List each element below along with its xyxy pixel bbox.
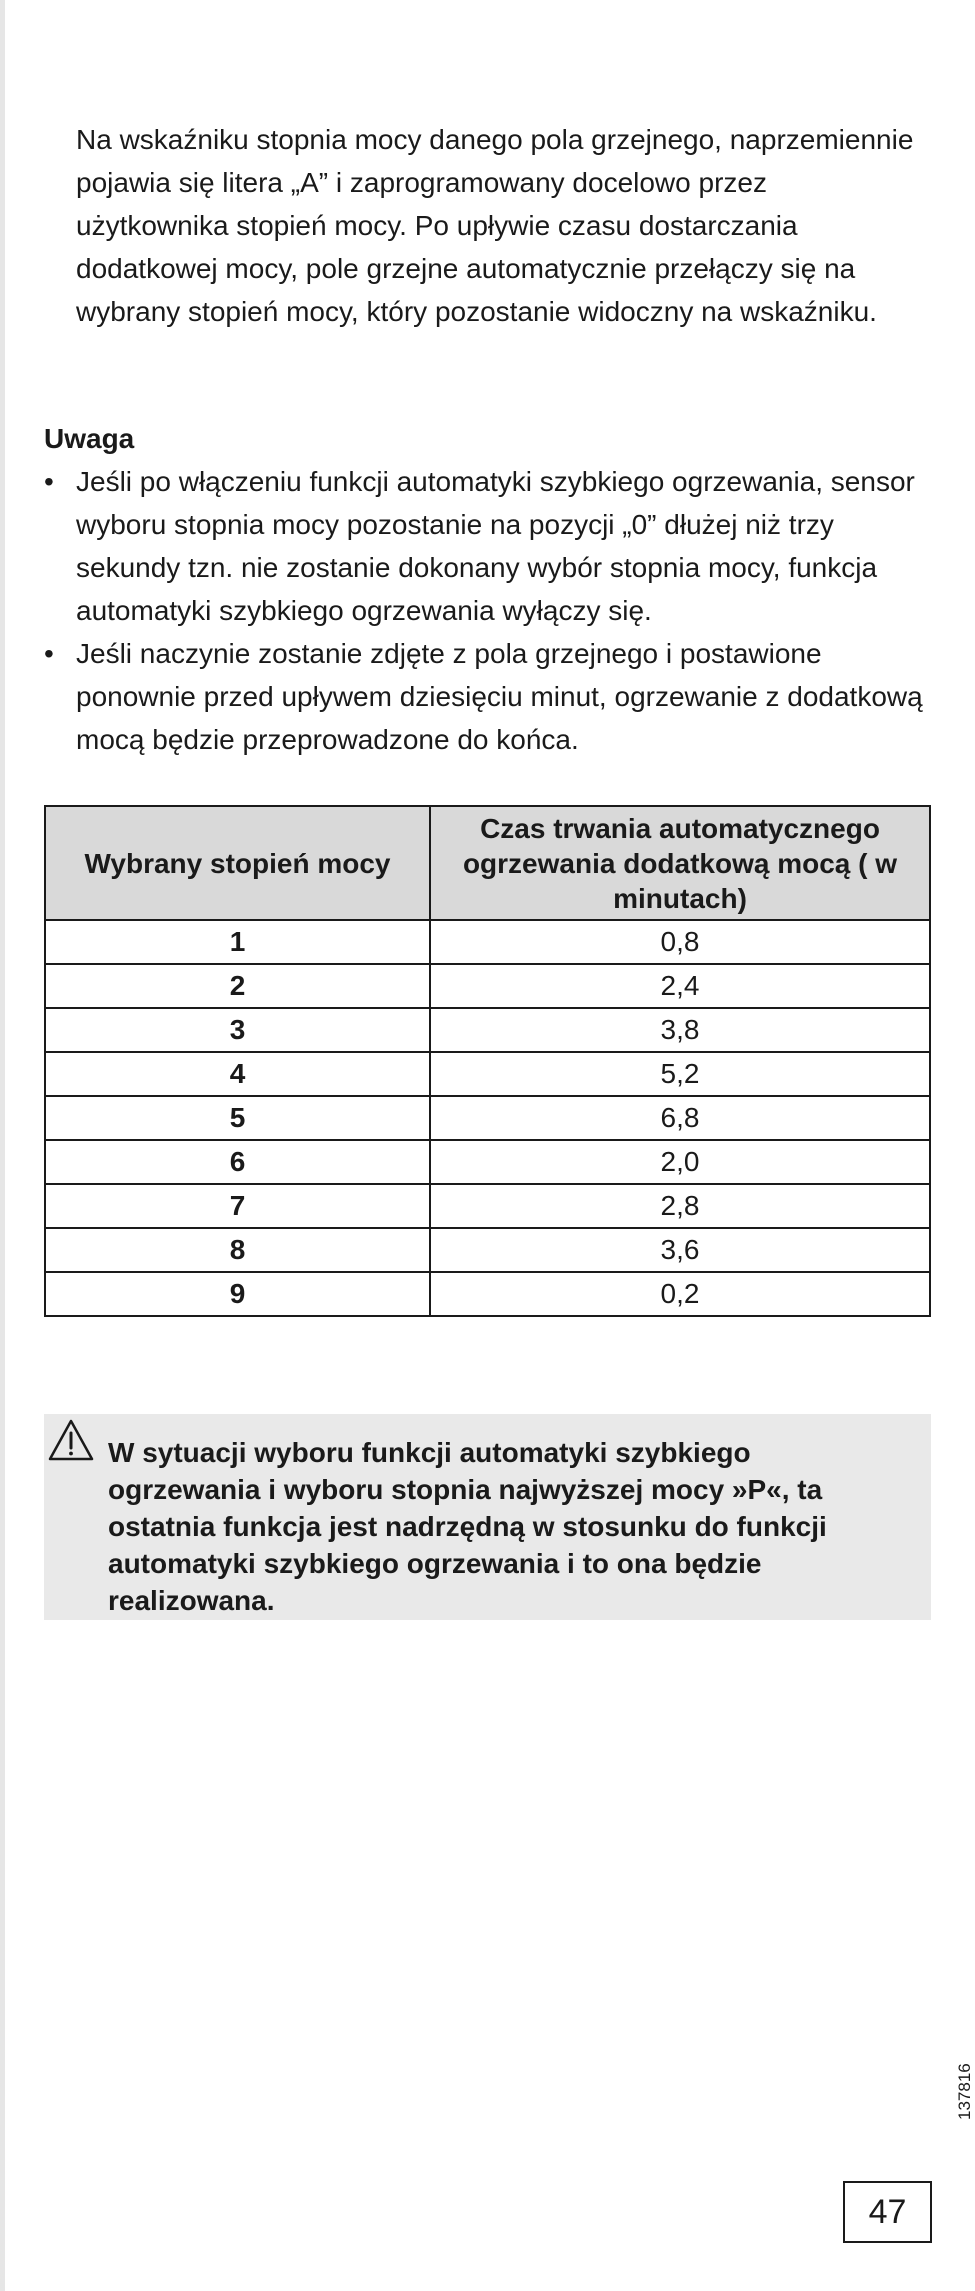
duration-cell: 2,4 <box>430 964 930 1008</box>
table-row <box>45 1096 930 1140</box>
note-item <box>44 460 934 632</box>
duration-cell: 2,0 <box>430 1140 930 1184</box>
duration-cell: 5,2 <box>430 1052 930 1096</box>
column-header-power-level: Wybrany stopień mocy <box>45 806 430 920</box>
note-heading: Uwaga <box>44 423 135 454</box>
power-level-table <box>44 805 931 1317</box>
bullet: • <box>44 466 54 497</box>
power-level-cell: 1 <box>45 920 430 964</box>
page-edge-shadow <box>0 0 5 2291</box>
note-text: Jeśli naczynie zostanie zdjęte z pola grzejnego i postawione ponownie przed upływem dziesięciu minut, ogrzewanie z dodatkową mocą będzie przeprowadzone do końca. <box>76 638 923 755</box>
table-row <box>45 1140 930 1184</box>
note-item <box>44 632 934 761</box>
note-text: Jeśli po włączeniu funkcji automatyki szybkiego ogrzewania, sensor wyboru stopnia mocy pozostanie na pozycji „0” dłużej niż trzy sekundy tzn. nie zostanie dokonany wybór stopnia mocy, funkcja automatyki szybkiego ogrzewania wyłączy się. <box>76 466 915 626</box>
table-row <box>45 1008 930 1052</box>
table-row <box>45 1052 930 1096</box>
table-row <box>45 1228 930 1272</box>
power-level-cell: 3 <box>45 1008 430 1052</box>
page-number: 47 <box>843 2181 932 2243</box>
table-header-row <box>45 806 930 920</box>
power-level-cell: 9 <box>45 1272 430 1316</box>
duration-cell: 0,8 <box>430 920 930 964</box>
column-header-boost-duration: Czas trwania automatycznego ogrzewania dodatkową mocą ( w minutach) <box>430 806 930 920</box>
duration-cell: 3,6 <box>430 1228 930 1272</box>
warning-box <box>44 1414 931 1620</box>
warning-text: W sytuacji wyboru funkcji automatyki szybkiego ogrzewania i wyboru stopnia najwyższej mocy »P«, ta ostatnia funkcja jest nadrzędną w stosunku do funkcji automatyki szybkiego ogrzewania i to ona będzie realizowana. <box>108 1437 827 1616</box>
power-level-cell: 4 <box>45 1052 430 1096</box>
duration-cell: 3,8 <box>430 1008 930 1052</box>
table-row <box>45 920 930 964</box>
note-list <box>44 460 934 761</box>
bullet: • <box>44 638 54 669</box>
intro-paragraph: Na wskaźniku stopnia mocy danego pola grzejnego, naprzemiennie pojawia się litera „A” i zaprogramowany docelowo przez użytkownika stopień mocy. Po upływie czasu dostarczania dodatkowej mocy, pole grzejne automatycznie przełączy się na wybrany stopień mocy, który pozostanie widoczny na wskaźniku. <box>76 124 914 327</box>
duration-cell: 0,2 <box>430 1272 930 1316</box>
duration-cell: 6,8 <box>430 1096 930 1140</box>
duration-cell: 2,8 <box>430 1184 930 1228</box>
table-row <box>45 1272 930 1316</box>
power-level-cell: 5 <box>45 1096 430 1140</box>
power-level-cell: 7 <box>45 1184 430 1228</box>
power-level-cell: 6 <box>45 1140 430 1184</box>
table-row <box>45 1184 930 1228</box>
power-level-cell: 2 <box>45 964 430 1008</box>
warning-triangle-icon <box>48 1418 94 1462</box>
document-number: 137816 <box>955 2063 974 2120</box>
power-level-cell: 8 <box>45 1228 430 1272</box>
table-row <box>45 964 930 1008</box>
